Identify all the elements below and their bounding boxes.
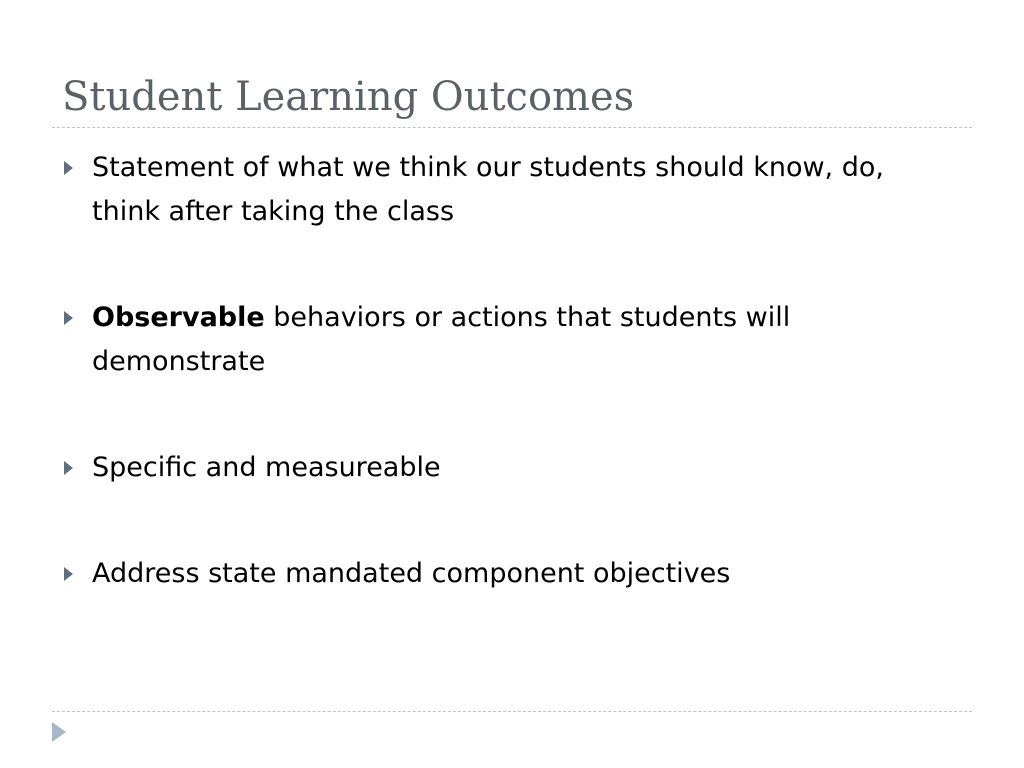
bullet-text: behaviors or actions that students will demonstrate — [92, 302, 791, 377]
title-divider — [52, 127, 972, 128]
bullet-list — [62, 146, 942, 596]
bullet-text: Statement of what we think our students should know, do, think after taking the class — [92, 152, 884, 227]
bullet-item — [62, 146, 942, 234]
bullet-arrow-icon — [64, 311, 73, 325]
bullet-text: Specific and measureable — [92, 452, 441, 483]
bullet-item — [62, 296, 942, 384]
bullet-arrow-icon — [64, 567, 73, 581]
bullet-arrow-icon — [64, 461, 73, 475]
bullet-item — [62, 446, 942, 490]
bullet-item — [62, 552, 942, 596]
footer-divider — [52, 711, 972, 712]
bullet-text: Address state mandated component objectives — [92, 558, 731, 589]
bullet-arrow-icon — [64, 161, 73, 175]
bullet-emphasis: Observable — [92, 302, 265, 333]
corner-arrow-icon — [52, 722, 66, 742]
slide-title: Student Learning Outcomes — [62, 74, 635, 120]
